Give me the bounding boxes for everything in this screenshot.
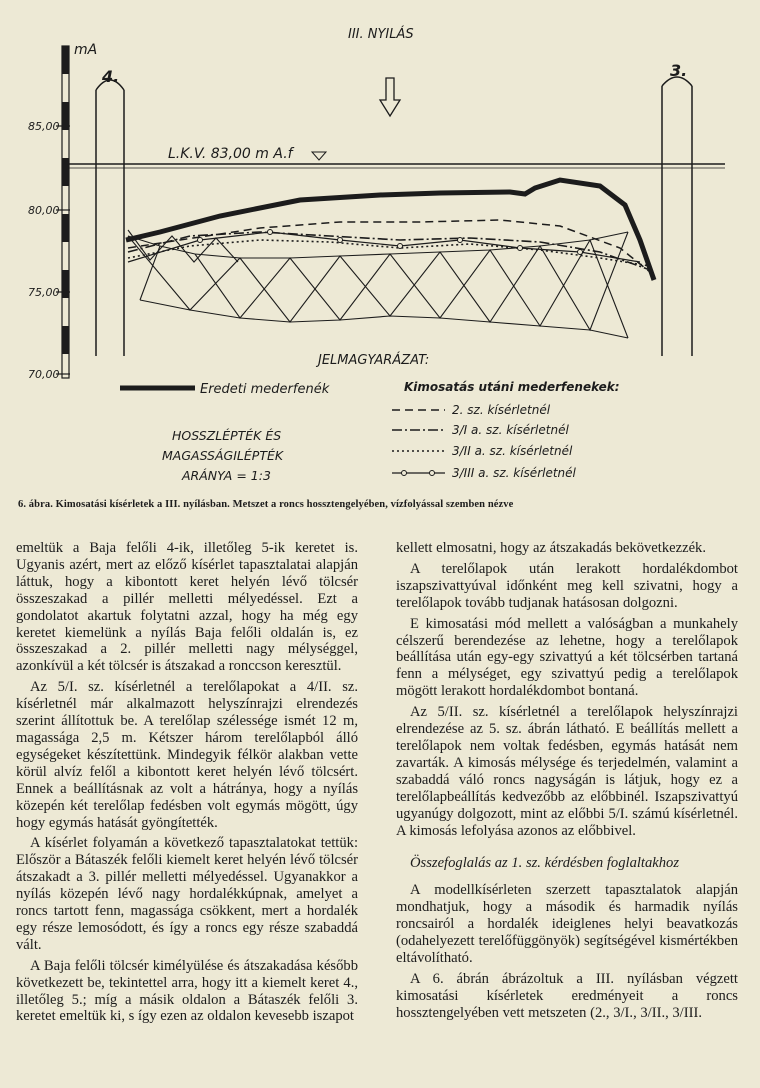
pier-left [96,80,124,356]
water-level-line [66,152,725,168]
right-paragraph-5: A modellkísérleten szerzett tapasztalatok alapján mondhatjuk, hogy a második és harmadik nyílás roncsairól a hordalék ideiglenes helyi beavatkozás (odahelyezett terelőfüggönyök) segítségével kismértékben eltávolítható. [396,882,738,967]
legend-series-2: 2. sz. kísérletnél [452,403,551,417]
pier-left-label: 4. [102,67,120,86]
right-paragraph-3: E kimosatási mód mellett a valóságban a munkahely célszerű berendezése az lehetne, hogy a terelőlapok beállítása után egy-egy szivattyú a két tölcsérben tartaná fenn a mélységet, egy szivattyú pedig a terelőlapok mögött lerakott hordalékdombot bontaná. [396,615,738,700]
legend-marker-3-3a [402,471,407,476]
tick-75: 75,00 [28,286,60,299]
pier-right-label: 3. [670,61,688,80]
unit-label: mA [74,42,98,58]
flow-arrow-icon [380,78,400,116]
left-paragraph-2: Az 5/I. sz. kísérletnél a terelőlapokat a 4/II. sz. kísérletnél már alkalmazott helyszínrajzi elrendezés szerint állítottuk be. A terelőlap szélessége ismét 12 m, magassága 2,5 m. Kétszer három terelőlapból álló egységeket készítettünk. Mindegyik félkör alakban vette körül alvíz felől a kibontott keret helyén lévő tölcsért. Ennek a beállításnak az volt a hátránya, hogy a nyílás közepén két terelőlap fedésben volt egymás mögött, úgy hogy egymás hatását gyöngítették. [16,679,358,831]
right-paragraph-4: Az 5/II. sz. kísérletnél a terelőlapok helyszínrajzi elrendezése az 5. sz. ábrán látható. E beállítás mellett a terelőlapok nem voltak fedésben, egymás hatását nem zavarták. A kimosás mélysége és terjedelmén, valamint a szabaddá váló roncs nagyságán is látjuk, hogy ez a terelőlapbeállítás kedvezőbb az előbbinél. Iszapszivattyú ugyanúgy dolgozott, mint az előbbi 5/I. számú kísérletnél. A kimosás lefolyása azonos az előbbivel. [396,704,738,839]
scale-line-2: MAGASSÁGILÉPTÉK [162,448,284,463]
original-riverbed [126,180,654,280]
scale-line-3: ARÁNYA = 1:3 [182,468,271,483]
legend-scoured-heading: Kimosatás utáni mederfenekek: [404,380,620,394]
tick-80: 80,00 [28,204,60,217]
section-heading: Összefoglalás az 1. sz. kérdésben foglaltakhoz [410,855,680,872]
legend-series-3-3: 3/III a. sz. kísérletnél [452,466,576,480]
left-paragraph-1: emeltük a Baja felőli 4-ik, illetőleg 5-ik keretet is. Ugyanis azért, mert az előző kísérlet tapasztalatai alapján láttuk, hogy a kibontott keret helyén lévő tölcsér összeszakad a pillér melletti mélyedéssel. Ezt a gondolatot akartuk folytatni azzal, hogy ha még egy keretet kiemelünk a nyílás Baja felőli oldalán is, ez összeszakad a 2. pillér melletti nagy mélységgel, azonkívül a két tölcsér is átszakad a ronccson keresztül. [16,540,358,675]
legend-series-3-1: 3/I a. sz. kísérletnél [452,423,569,437]
scour-profile-3-3 [128,232,640,262]
figure-caption: 6. ábra. Kimosatási kísérletek a III. nyílásban. Metszet a roncs hossztengelyében, vízfolyással szemben nézve [18,499,514,510]
legend-marker-3-3b [430,471,435,476]
legend-original-label: Eredeti mederfenék [200,382,330,397]
left-column [16,540,358,1025]
right-paragraph-6: A 6. ábrán ábrázoltuk a III. nyílásban végzett kimosatási kísérletek eredményeit a roncs hossztengelyében vett metszeten (2., 3/I., 3/II., 3/III. [396,970,738,1021]
scale-line-1: HOSSZLÉPTÉK ÉS [172,428,282,443]
right-column [396,540,738,1022]
right-paragraph-1: kellett elmosatni, hogy az átszakadás bekövetkezzék. [396,540,706,556]
left-paragraph-3: A kísérlet folyamán a következő tapasztalatokat tettük: Először a Bátaszék felőli kiemelt keret helyén lévő tölcsér átszakadt a 3. pillér melletti mélyedéssel. Ugyanakkor a nyílás közepén lévő nagy hordalékkúpnak, amelyet a roncs tartott fenn, magassága csökkent, mert a hordalék egy része lemosódott, és így a roncs egy része szabaddá vált. [16,835,358,953]
legend-series-3-2: 3/II a. sz. kísérletnél [452,444,573,458]
left-paragraph-4: A Baja felőli tölcsér kimélyülése és átszakadása később következett be, tekintettel arra, hogy itt a kiemelt keret 4., illetőleg 5.; míg a másik oldalon a Bátaszék felőli 3. keretet emeltük ki, s így ezen az oldalon kevesebb iszapot [16,957,358,1025]
pier-right [662,77,692,356]
tick-70: 70,00 [28,368,60,381]
scour-profile-2 [128,220,650,272]
water-level-label: L.K.V. 83,00 m A.f [168,146,293,162]
scour-experiment-figure [0,0,760,500]
scour-profile-3-2 [128,240,650,266]
figure-title: III. NYILÁS [348,27,414,42]
legend-title: JELMAGYARÁZAT: [318,353,430,368]
right-paragraph-2: A terelőlapok után lerakott hordalékdombot iszapszivattyúval időnként meg kell szivatni, hogy a terelőlapok tovább tudjanak hatásosan dolgozni. [396,560,738,611]
tick-85: 85,00 [28,120,60,133]
